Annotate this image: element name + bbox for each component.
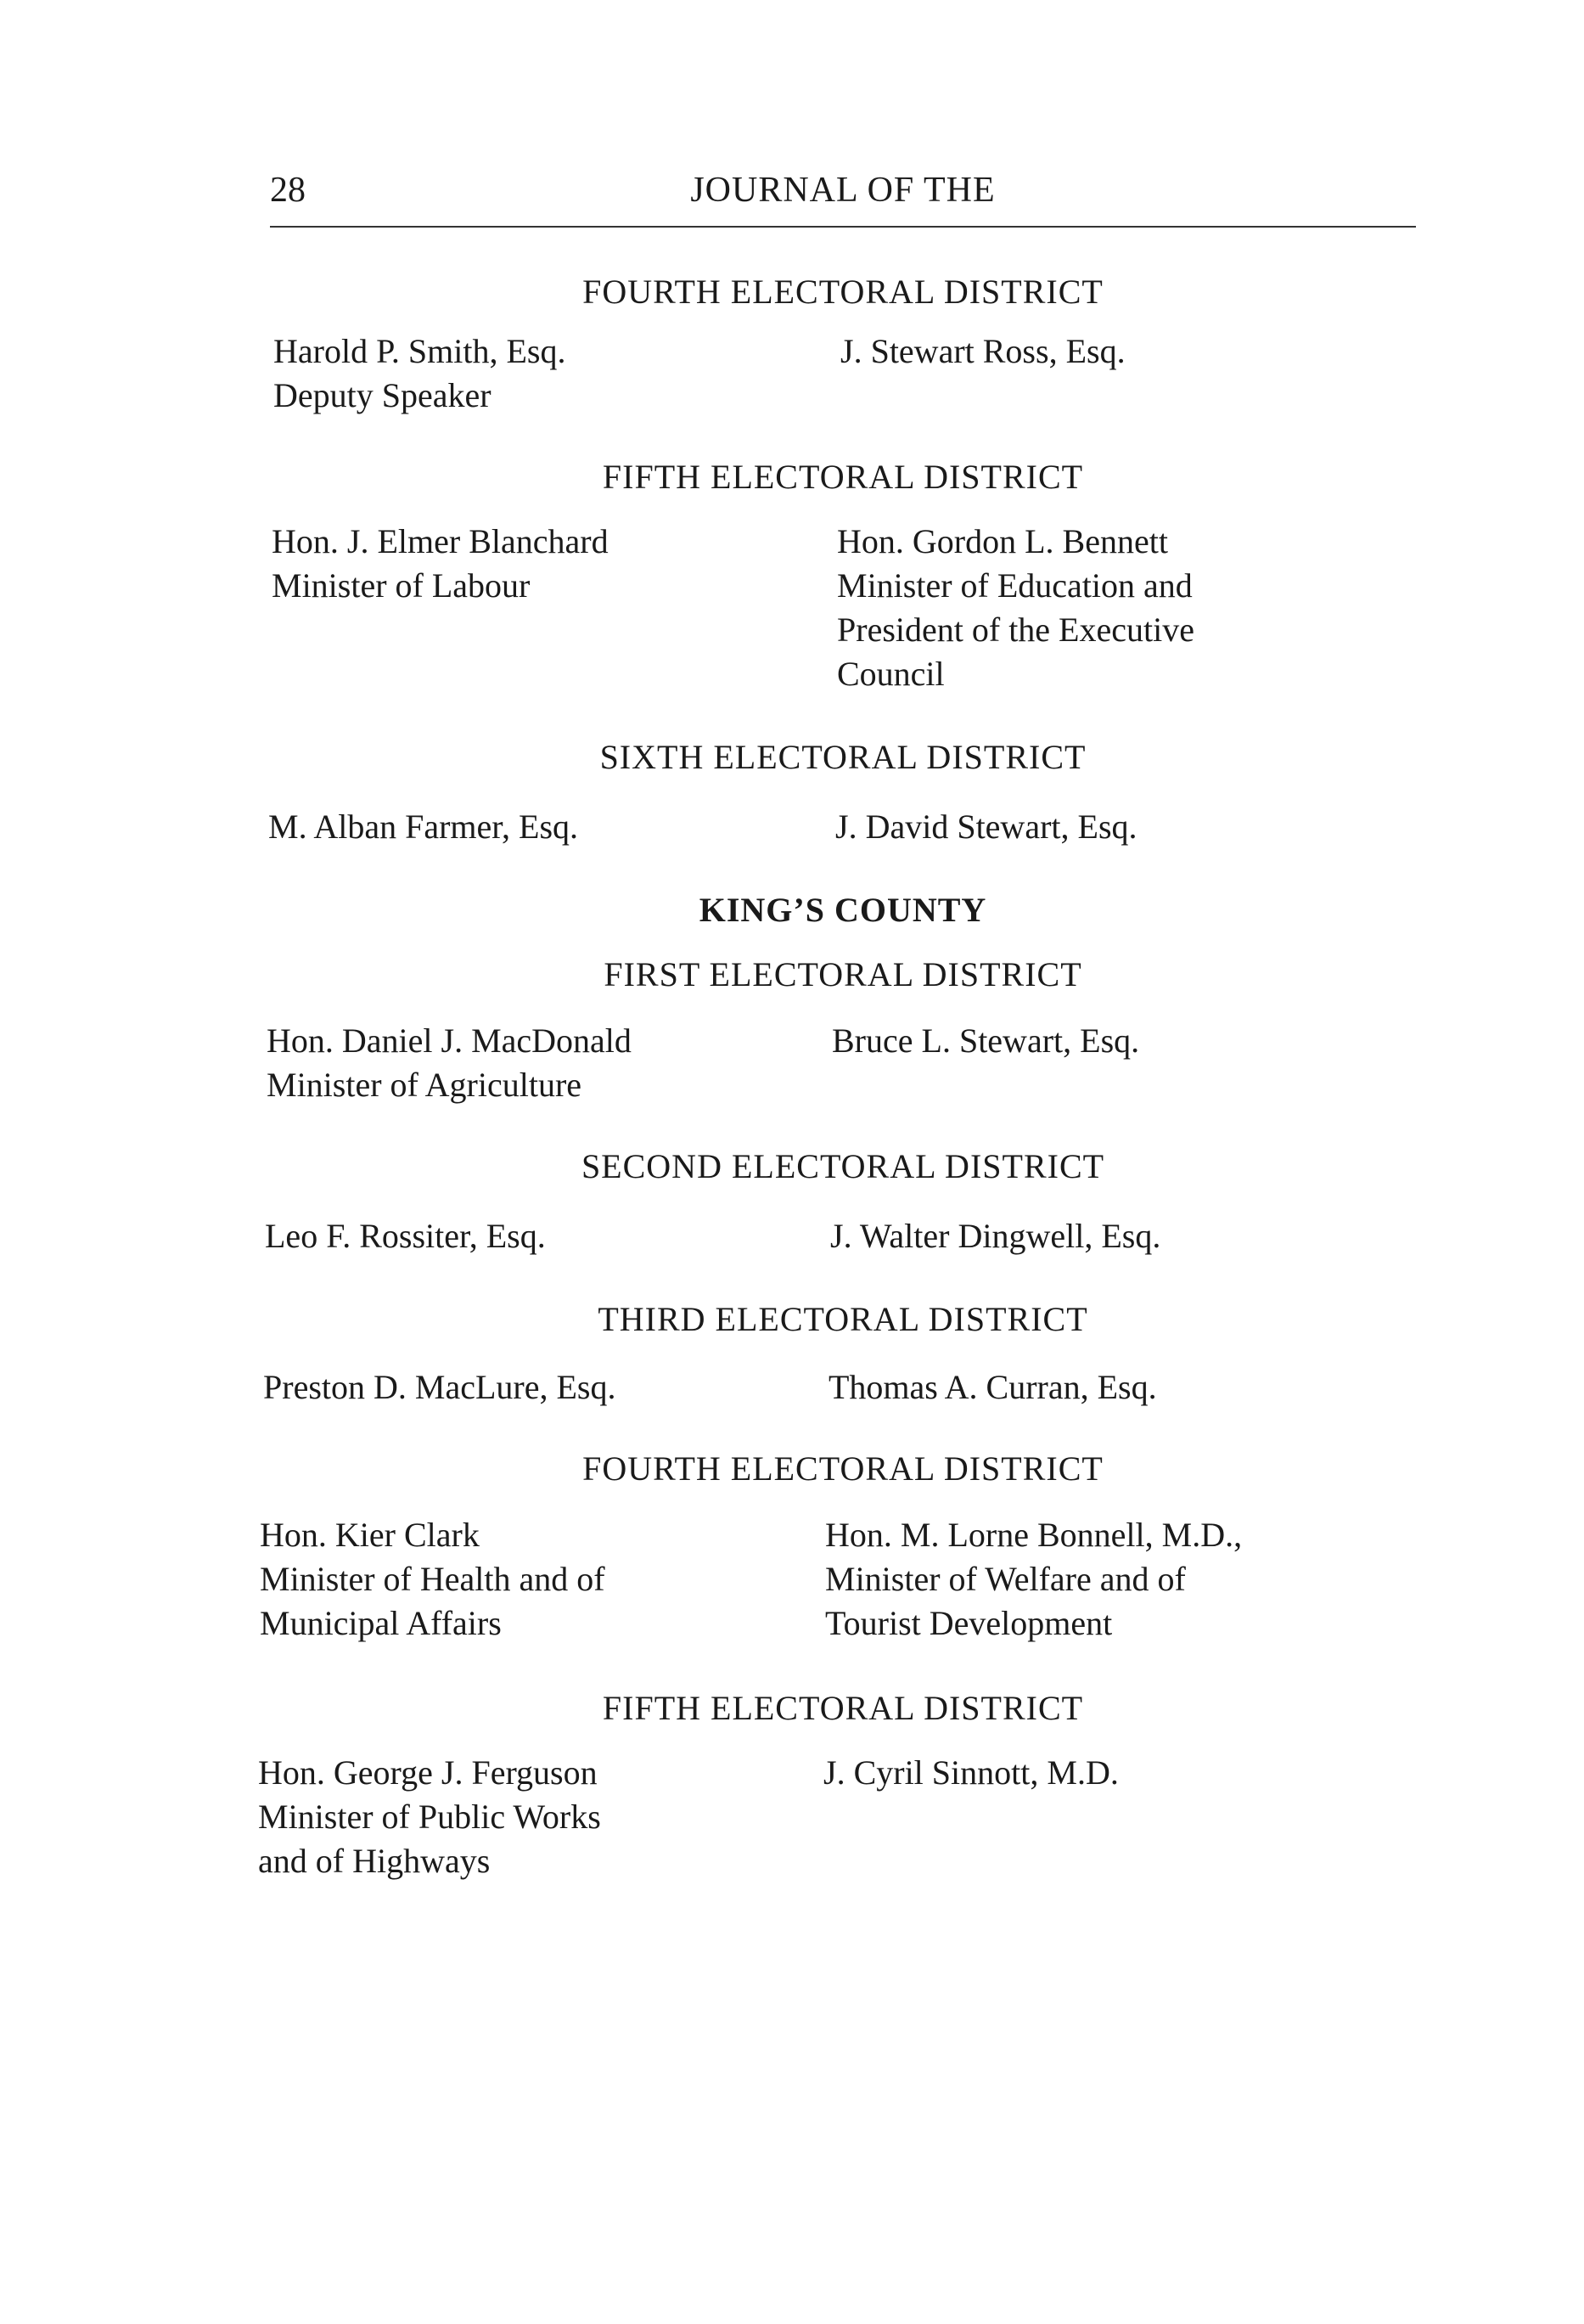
member-name: Bruce L. Stewart, Esq. bbox=[832, 1021, 1140, 1060]
member-entry bbox=[258, 1751, 801, 1883]
member-name: Preston D. MacLure, Esq. bbox=[263, 1368, 616, 1406]
member-name: Hon. M. Lorne Bonnell, M.D., bbox=[825, 1516, 1243, 1554]
district-heading: FIRST ELECTORAL DISTRICT bbox=[604, 955, 1082, 993]
member-title: Council bbox=[837, 655, 945, 693]
page-number: 28 bbox=[270, 171, 306, 210]
member-entry bbox=[830, 1214, 1373, 1258]
member-name: J. Cyril Sinnott, M.D. bbox=[823, 1753, 1119, 1792]
member-title: Municipal Affairs bbox=[260, 1604, 502, 1642]
member-entry bbox=[840, 329, 1384, 374]
member-entry bbox=[823, 1751, 1367, 1795]
member-entry bbox=[829, 1365, 1372, 1410]
member-title: President of the Executive bbox=[837, 611, 1194, 649]
member-name: Thomas A. Curran, Esq. bbox=[829, 1368, 1157, 1406]
district-heading: SIXTH ELECTORAL DISTRICT bbox=[599, 738, 1087, 776]
member-title: Minister of Public Works bbox=[258, 1798, 601, 1836]
member-name: Hon. George J. Ferguson bbox=[258, 1753, 598, 1792]
member-title: Minister of Education and bbox=[837, 566, 1193, 605]
member-name: Harold P. Smith, Esq. bbox=[273, 332, 566, 370]
district-heading: FOURTH ELECTORAL DISTRICT bbox=[582, 1449, 1104, 1488]
member-title: Minister of Labour bbox=[272, 566, 531, 605]
district-heading: SECOND ELECTORAL DISTRICT bbox=[581, 1147, 1105, 1185]
member-title: Deputy Speaker bbox=[273, 376, 491, 414]
member-entry bbox=[272, 520, 815, 608]
member-name: J. Stewart Ross, Esq. bbox=[840, 332, 1126, 370]
member-entry bbox=[837, 520, 1380, 696]
running-head: JOURNAL OF THE bbox=[690, 171, 996, 210]
district-heading: FOURTH ELECTORAL DISTRICT bbox=[582, 273, 1104, 311]
district-heading: THIRD ELECTORAL DISTRICT bbox=[598, 1300, 1088, 1338]
member-entry bbox=[265, 1214, 808, 1258]
page-header bbox=[270, 166, 1416, 226]
district-heading: FIFTH ELECTORAL DISTRICT bbox=[602, 458, 1084, 496]
member-name: J. Walter Dingwell, Esq. bbox=[830, 1217, 1161, 1255]
member-entry bbox=[268, 805, 812, 849]
member-entry bbox=[835, 805, 1379, 849]
member-title: Minister of Welfare and of bbox=[825, 1560, 1186, 1598]
member-entry bbox=[825, 1513, 1368, 1646]
member-entry bbox=[273, 329, 817, 418]
member-name: Hon. Kier Clark bbox=[260, 1516, 480, 1554]
member-name: Hon. Gordon L. Bennett bbox=[837, 522, 1168, 560]
member-title: Minister of Agriculture bbox=[267, 1066, 582, 1104]
county-heading: KING’S COUNTY bbox=[699, 891, 987, 929]
member-title: Minister of Health and of bbox=[260, 1560, 605, 1598]
member-name: Leo F. Rossiter, Esq. bbox=[265, 1217, 546, 1255]
member-name: M. Alban Farmer, Esq. bbox=[268, 807, 579, 846]
header-rule bbox=[270, 226, 1416, 228]
member-entry bbox=[263, 1365, 806, 1410]
member-name: Hon. Daniel J. MacDonald bbox=[267, 1021, 632, 1060]
member-name: Hon. J. Elmer Blanchard bbox=[272, 522, 609, 560]
member-entry bbox=[267, 1019, 810, 1107]
member-name: J. David Stewart, Esq. bbox=[835, 807, 1137, 846]
district-heading: FIFTH ELECTORAL DISTRICT bbox=[602, 1689, 1084, 1727]
member-title: and of Highways bbox=[258, 1842, 491, 1880]
member-entry bbox=[260, 1513, 803, 1646]
member-title: Tourist Development bbox=[825, 1604, 1113, 1642]
member-entry bbox=[832, 1019, 1375, 1063]
